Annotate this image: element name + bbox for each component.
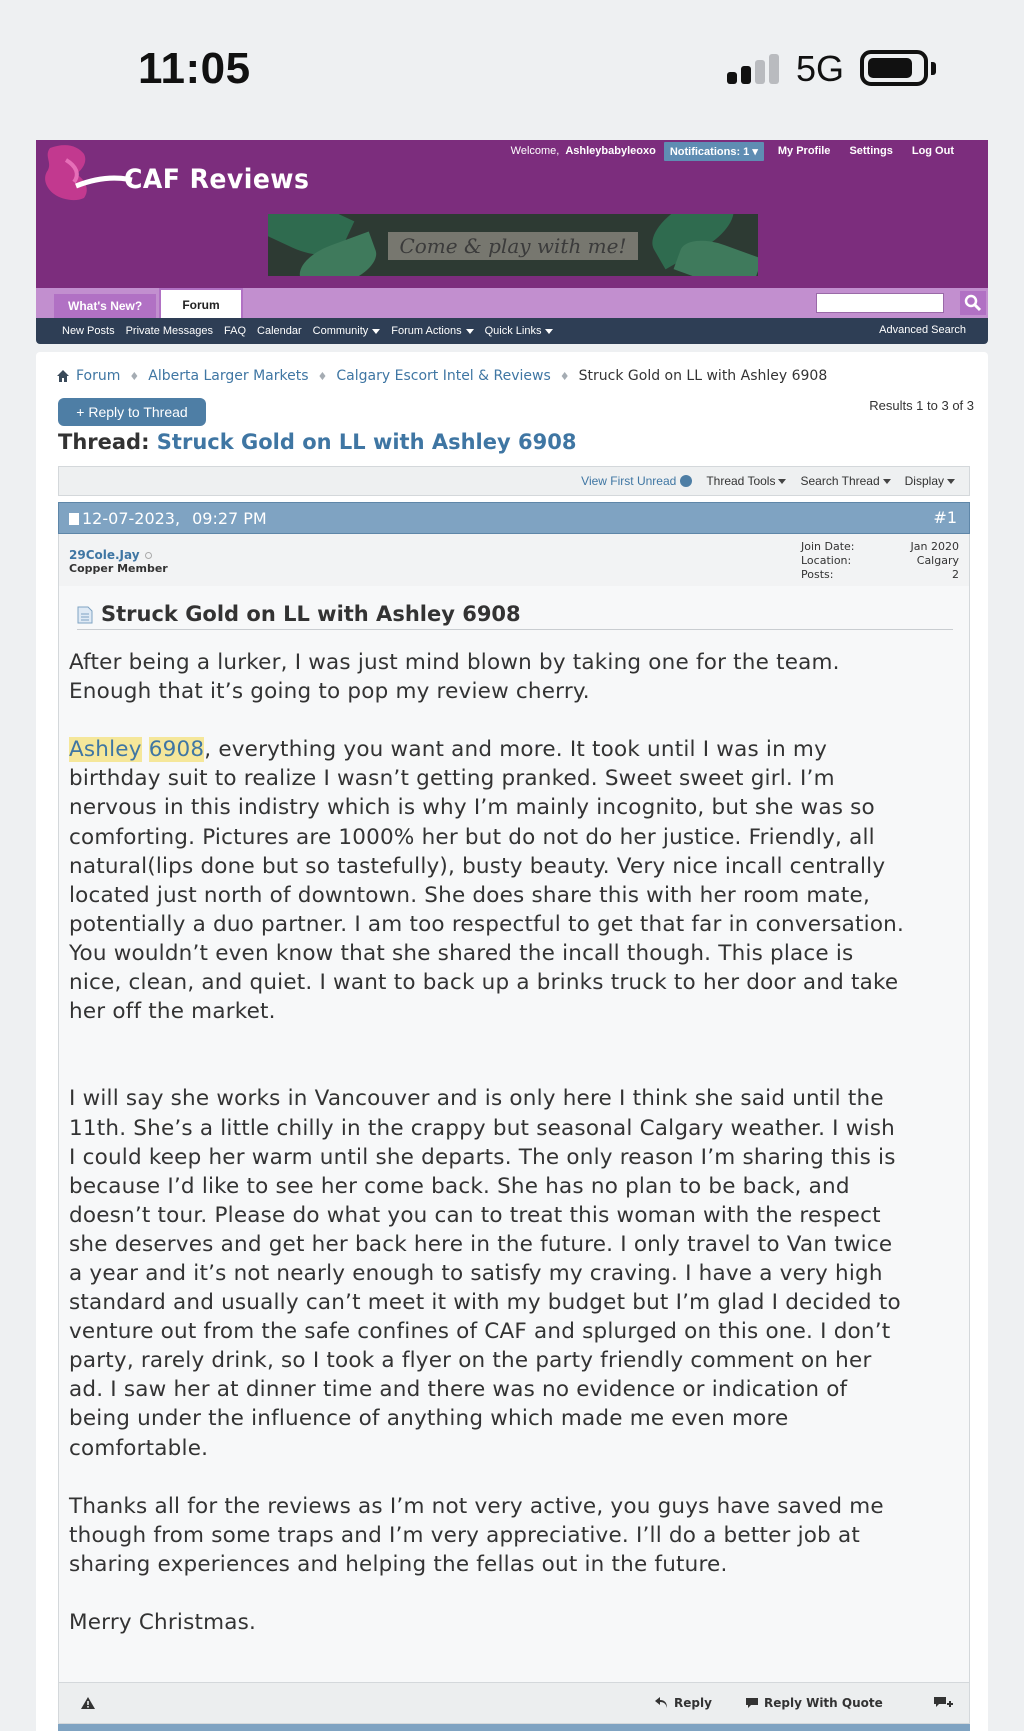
stat-label: Join Date: [801,540,855,553]
post-user-info [58,534,970,586]
message-line: Thanks all for the reviews as I’m not very active, you guys have saved me [69,1493,884,1519]
thread-title-link[interactable]: Struck Gold on LL with Ashley 6908 [156,430,577,454]
view-first-unread-link[interactable] [581,474,692,488]
chevron-down-icon [372,329,380,334]
message-line: though from some traps and I’m very appreciative. I’ll do a better job at [69,1522,860,1548]
message-line: After being a lurker, I was just mind blown by taking one for the team. [69,650,840,675]
nav-new-posts[interactable] [62,325,115,337]
status-time: 11:05 [138,44,251,93]
message-line: nice, clean, and quiet. I want to back up a brinks truck to her door and take [69,970,899,996]
advanced-search-link[interactable]: Advanced Search [879,324,966,336]
message-line [69,735,949,764]
nav-item-label: Calendar [257,325,302,337]
message-line: sharing experiences and helping the fellas out in the future. [69,1551,728,1577]
post-number-link[interactable]: #1 [933,508,957,527]
message-line: comfortable. [69,1435,209,1461]
multi-quote-icon [933,1696,953,1710]
message-line: located just north of downtown. She does share this with her room mate, [69,882,871,908]
arrow-right-icon [680,475,692,487]
author-name: 29Cole.Jay [69,548,140,562]
post-date [69,509,267,528]
highlight-6908[interactable]: 6908 [148,737,205,763]
user-links [511,140,988,162]
message-line: party, rarely drink, so I took a flyer on the party friendly comment on her [69,1348,872,1374]
author-stats [801,540,959,582]
nav-item-label: FAQ [224,325,247,337]
battery-icon [860,50,928,86]
post-status-icon [69,513,79,525]
log-out-link[interactable]: Log Out [911,145,954,157]
post-message [69,648,949,1637]
display-dropdown[interactable] [905,474,955,488]
report-warning-icon[interactable] [81,1697,95,1709]
chevron-down-icon [778,479,786,484]
reply-quote-label: Reply With Quote [764,1696,883,1710]
post-title [77,602,953,630]
thread-prefix: Thread: [58,430,150,454]
nav-item-label: New Posts [62,325,115,337]
message-line: comforting. Pictures are 1000% her but do not do her justice. Friendly, all [69,824,875,850]
tool-label: Thread Tools [706,474,776,488]
nav-community[interactable] [313,325,381,337]
message-line: venture out from the safe confines of CAF and splurged on this one. I don’t [69,1319,891,1345]
message-line: being under the influence of anything which made me even more [69,1406,789,1432]
message-line-rest: , everything you want and more. It took until I was in my [204,737,827,763]
settings-link[interactable]: Settings [849,145,893,157]
tool-label: Search Thread [800,474,880,488]
highlight-ashley[interactable]: Ashley [69,737,142,763]
multi-quote-button[interactable] [933,1696,953,1710]
quote-bubble-icon [745,1697,759,1709]
post-footer [58,1682,970,1724]
message-line: Merry Christmas. [69,1610,257,1636]
message-line: nervous in this indistry which is why I’m mainly incognito, but she was so [69,795,875,821]
message-line: doesn’t tour. Please do what you can to treat this woman with the respect [69,1202,881,1228]
site-header [36,140,988,288]
tab-forum[interactable]: Forum [159,288,243,318]
site-logo[interactable]: CAF Reviews [124,164,310,195]
banner-text: Come & play with me! [399,234,627,258]
nav-item-label: Forum Actions [391,325,462,337]
welcome-text: Welcome, [510,145,560,157]
logo-figure-icon[interactable] [36,140,136,206]
stat-label: Posts: [801,568,834,581]
breadcrumb-calgary[interactable]: Calgary Escort Intel & Reviews [336,368,551,384]
breadcrumb-alberta[interactable]: Alberta Larger Markets [148,368,309,384]
breadcrumb [56,368,827,384]
post-header [58,502,970,534]
reply-to-thread-button[interactable]: + Reply to Thread [58,398,206,426]
nav-item-label: Quick Links [484,325,542,337]
tool-label: Display [904,474,944,488]
battery-cap [931,62,936,75]
results-count: Results 1 to 3 of 3 [869,398,974,413]
message-line: ad. I saw her at dinner time and there was no evidence or indication of [69,1377,848,1403]
message-line: Enough that it’s going to pop my review cherry. [69,679,590,705]
chevron-down-icon [947,479,955,484]
nav-private-messages[interactable] [126,325,213,337]
document-icon [77,606,93,624]
stat-value: 2 [952,568,959,581]
chevron-down-icon [466,329,474,334]
stat-label: Location: [801,554,852,567]
phone-status-bar [0,0,1024,140]
author-rank: Copper Member [69,562,168,575]
content-panel [36,352,988,1731]
message-line: birthday suit to realize I wasn’t getting pranked. Sweet sweet girl. I’m [69,766,835,792]
reply-with-quote-button[interactable] [745,1696,883,1710]
search-input[interactable] [816,293,944,313]
message-line: because I’d like to see her come back. She has no plan to be back, and [69,1173,850,1199]
breadcrumb-separator-icon: ♦ [129,369,140,383]
notifications-label: Notifications: 1 [669,145,750,158]
username-link[interactable]: Ashleybabyleoxo [565,145,656,157]
message-line: her off the market. [69,999,276,1025]
nav-item-label: Community [312,325,369,337]
post-bottom-border [58,1724,970,1731]
message-line: potentially a duo partner. I am too respectful to get that far in conversation. [69,911,905,937]
sub-nav [36,318,988,344]
post-author-link[interactable] [69,548,152,562]
message-line: 11th. She’s a little chilly in the crappy but seasonal Calgary weather. I wish [69,1115,895,1141]
search-thread-dropdown[interactable] [800,474,890,488]
breadcrumb-separator-icon: ♦ [559,369,570,383]
header-banner[interactable] [268,214,758,276]
chevron-down-icon [545,329,553,334]
page-title [58,430,576,454]
search-icon [960,291,986,315]
message-line: I could keep her warm until she departs. The only reason I’m sharing this is [69,1144,896,1170]
nav-forum-actions[interactable] [391,325,473,337]
post-body [58,586,970,1731]
home-icon[interactable] [56,369,70,383]
main-nav [36,288,988,318]
message-line: she deserves and get her back here in the future. I only travel to Van twice [69,1231,893,1257]
breadcrumb-forum[interactable]: Forum [76,368,121,384]
thread-tools-dropdown[interactable] [706,474,786,488]
message-line: a year and it’s not nearly enough to satisfy my craving. I have a very high [69,1260,883,1286]
post-time-text: 09:27 PM [192,509,267,528]
thread-tools-bar [58,466,970,496]
tool-label: View First Unread [581,474,677,488]
stat-value: Jan 2020 [910,540,959,553]
reply-label: Reply [674,1696,712,1710]
network-label: 5G [796,48,845,89]
nav-quick-links[interactable] [485,325,554,337]
message-line: You wouldn’t even know that she shared the incall though. This place is [69,940,854,966]
nav-faq[interactable] [224,325,246,337]
message-line: I will say she works in Vancouver and is only here I think she said until the [69,1086,884,1112]
nav-item-label: Private Messages [125,325,214,337]
reply-button[interactable] [655,1696,712,1710]
offline-status-icon [145,552,152,559]
post-title-text: Struck Gold on LL with Ashley 6908 [101,602,521,626]
notifications-dropdown[interactable]: Notifications: 1 ▾ [664,142,764,161]
my-profile-link[interactable]: My Profile [777,145,831,157]
post-date-text: 12-07-2023, [82,509,181,528]
breadcrumb-current: Struck Gold on LL with Ashley 6908 [578,368,828,384]
chevron-down-icon [883,479,891,484]
reply-arrow-icon [655,1697,669,1709]
signal-icon [727,52,783,84]
search-button[interactable] [960,291,986,315]
nav-calendar[interactable] [257,325,302,337]
message-line: natural(lips done but so tastefully), busty beauty. Very nice incall centrally [69,853,886,879]
tab-whats-new[interactable]: What's New? [54,294,156,318]
message-line: standard and usually can’t meet it with my budget but I’m glad I decided to [69,1290,901,1316]
breadcrumb-separator-icon: ♦ [317,369,328,383]
stat-value: Calgary [916,554,959,567]
